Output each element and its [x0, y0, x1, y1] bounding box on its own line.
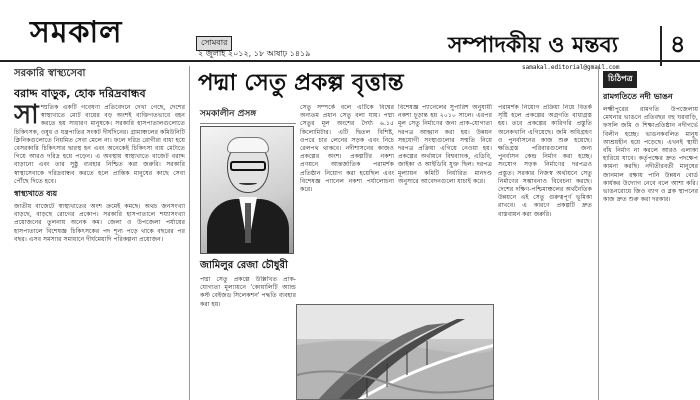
- bridge-illustration: [296, 304, 494, 400]
- column-tag: সমকালীন প্রসঙ্গ: [200, 106, 296, 124]
- newspaper-logo: সমকাল: [30, 15, 123, 50]
- letter-headline: রামগতিতে নদী ভাঙন: [603, 92, 673, 101]
- page-number: ৪: [660, 26, 686, 66]
- letters-tag: চিঠিপত্র: [603, 71, 637, 88]
- left-article-headline: বরাদ্দ বাড়ুক, হোক দরিদ্রবান্ধব: [14, 87, 146, 100]
- portrait-hair: [227, 137, 269, 153]
- left-article-subhead: স্বাস্থ্যখাতে ব্যয়: [14, 189, 57, 199]
- main-headline: পদ্মা সেতু প্রকল্প বৃত্তান্ত: [198, 70, 404, 96]
- author-column-text: পদ্মা সেতু প্রকল্পে উল্লিখিত প্রাক-যোগ্যতা মূল্যায়নে 'কোয়ালিটি অ্যান্ড কস্ট বেইজড সিলেকশন' পদ্ধতি ব্যবহার করা হয়।: [200, 276, 296, 308]
- section-title: সম্পাদকীয় ও মন্তব্য: [448, 33, 619, 58]
- left-article-text: ম্প্রতিক একটি গবেষণা প্রতিবেদনে দেখা গেছে, দেশের স্বাস্থ্যখাতে মোট ব্যয়ের বড় অংশই ব্যক্তিগতভাবে বহন করতে হয় সাধারণ মানুষকে। সরকারি হাসপাতালগুলোতে চিকিৎসক, ওষুধ ও যন্ত্রপাতির সংকট দীর্ঘদিনের। গ্রামাঞ্চলের কমিউনিটি ক্লিনিকগুলোতে নিয়মিত সেবা মেলে না। ফলে দরিদ্র রোগীরা বাধ্য হয়ে বেসরকারি চিকিৎসার দ্বারস্থ হন এবং অনেকেই চিকিৎসা ব্যয় মেটাতে গিয়ে আরও দরিদ্র হয়ে পড়েন। এ অবস্থায় স্বাস্থ্যখাতে বাজেট বরাদ্দ বাড়ানো এবং তার সুষ্ঠু ব্যবহার নিশ্চিত করা জরুরি। সরকারি স্বাস্থ্যসেবাকে দরিদ্রবান্ধব করতে হলে প্রান্তিক মানুষের কাছে সেবা পৌঁছে দিতে হবে।: [14, 104, 185, 185]
- left-article-kicker: সরকারি স্বাস্থ্যসেবা: [14, 68, 86, 79]
- left-article-body-2: জাতীয় বাজেটে স্বাস্থ্যখাতের অংশ ক্রমেই কমছে। অথচ জনসংখ্যা বাড়ছে, বাড়ছে রোগের প্রকোপ। সরকারি হাসপাতালে শয্যাসংখ্যা প্রয়োজনের তুলনায় অনেক কম। জেলা ও উপজেলা পর্যায়ের হাসপাতালে বিশেষজ্ঞ চিকিৎসকের পদ শূন্য পড়ে থাকে বছরের পর বছর। এসব সমস্যার সমাধানে দীর্ঘমেয়াদি পরিকল্পনা প্রয়োজন।: [14, 203, 185, 243]
- main-article-column-2: সেতু সম্পর্কে বলে এটিকে বিশ্বের অন্যতম প্রধান সেতু বলা যায়। পদ্মা সেতুর মূল অংশের দৈর্ঘ্য ৬.১৫ কিলোমিটার। এটি দ্বিতল বিশিষ্ট, ওপরে চার লেনের সড়ক এবং নিচে রেলপথ থাকবে। নদীশাসনের কাজও প্রকল্পের অংশ। প্রকল্পটির নকশা প্রণয়নে আন্তর্জাতিক পরামর্শক প্রতিষ্ঠান নিয়োগ করা হয়েছিল এবং বিশেষজ্ঞ প্যানেল নকশা পর্যালোচনা করে।: [300, 104, 394, 194]
- bridge-drawing: [297, 305, 494, 400]
- letters-column: [598, 66, 698, 400]
- portrait-tie: [245, 203, 251, 243]
- issue-date: ২ জুলাই ২০১২, ১৮ আষাঢ় ১৪১৯: [198, 49, 311, 58]
- editorial-email: samakal.editorial@gmail.com: [522, 64, 620, 71]
- letter-body: লক্ষ্মীপুরের রামগতি উপজেলায় মেঘনার ভাঙনে প্রতিবছর বহু ঘরবাড়ি, ফসলি জমি ও শিক্ষাপ্রতিষ্ঠান নদীগর্ভে বিলীন হচ্ছে। ভাঙনকবলিত মানুষ আশ্রয়হীন হয়ে পড়েছে। এখনই স্থায়ী বাঁধ নির্মাণ না করলে আরও এলাকা হারিয়ে যাবে। কর্তৃপক্ষের দ্রুত পদক্ষেপ কামনা করছি। নদীতীরবর্তী মানুষের জানমাল রক্ষায় পানি উন্নয়ন বোর্ড কার্যকর উদ্যোগ নেবে বলে আশা করি। ভাঙনরোধে জিও ব্যাগ ও ব্লক স্থাপনের কাজ দ্রুত শুরু করা দরকার।: [603, 106, 698, 204]
- main-article-column-4: পরামর্শক নিয়োগ প্রক্রিয়া নিয়ে বিতর্ক সৃষ্টি হলে প্রকল্পের অগ্রগতি বাধাগ্রস্ত হয়। তবে প্রকল্পের কারিগরি প্রস্তুতি অনেকখানি এগিয়েছে। জমি অধিগ্রহণ ও পুনর্বাসনের কাজ শুরু হয়েছে। ক্ষতিগ্রস্ত পরিবারগুলোর জন্য পুনর্বাসন কেন্দ্র নির্মাণ করা হচ্ছে। সংযোগ সড়ক নির্মাণের দরপত্রও প্রস্তুত। সরকার নিজস্ব অর্থায়নে সেতু নির্মাণের সম্ভাবনাও বিবেচনা করছে। দেশের দক্ষিণ-পশ্চিমাঞ্চলের অর্থনৈতিক উন্নয়নে এই সেতু গুরুত্বপূর্ণ ভূমিকা রাখবে। এ কারণে প্রকল্পটি দ্রুত বাস্তবায়ন করা জরুরি।: [498, 104, 592, 218]
- author-portrait: [200, 126, 294, 254]
- author-name: জামিলুর রেজা চৌধুরী: [200, 260, 288, 271]
- portrait-mouth: [239, 181, 257, 185]
- portrait-glasses: [230, 161, 266, 171]
- left-article-body: [14, 100, 185, 186]
- main-article-column-3: বিশেষজ্ঞ প্যানেলের সুপারিশ অনুযায়ী নকশা চূড়ান্ত হয় ২০১০ সালে। এরপর মূল সেতু নির্মাণের জন্য প্রাক-যোগ্যতা দরপত্র আহ্বান করা হয়। উন্নয়ন সহযোগী সংস্থাগুলোর সম্মতি নিয়ে দরপত্র প্রক্রিয়া এগিয়ে নেওয়া হয়। প্রকল্পের অর্থায়নে বিশ্বব্যাংক, এডিবি, জাইকা ও আইডিবি যুক্ত ছিল। দরপত্র মূল্যায়ন কমিটি নির্ধারিত মানদণ্ড অনুসারে আবেদনগুলো যাচাই করে।: [398, 104, 492, 185]
- day-label: সোমবার: [196, 36, 232, 51]
- masthead: [0, 0, 700, 62]
- left-article: [14, 66, 190, 400]
- drop-cap: সা: [14, 100, 39, 130]
